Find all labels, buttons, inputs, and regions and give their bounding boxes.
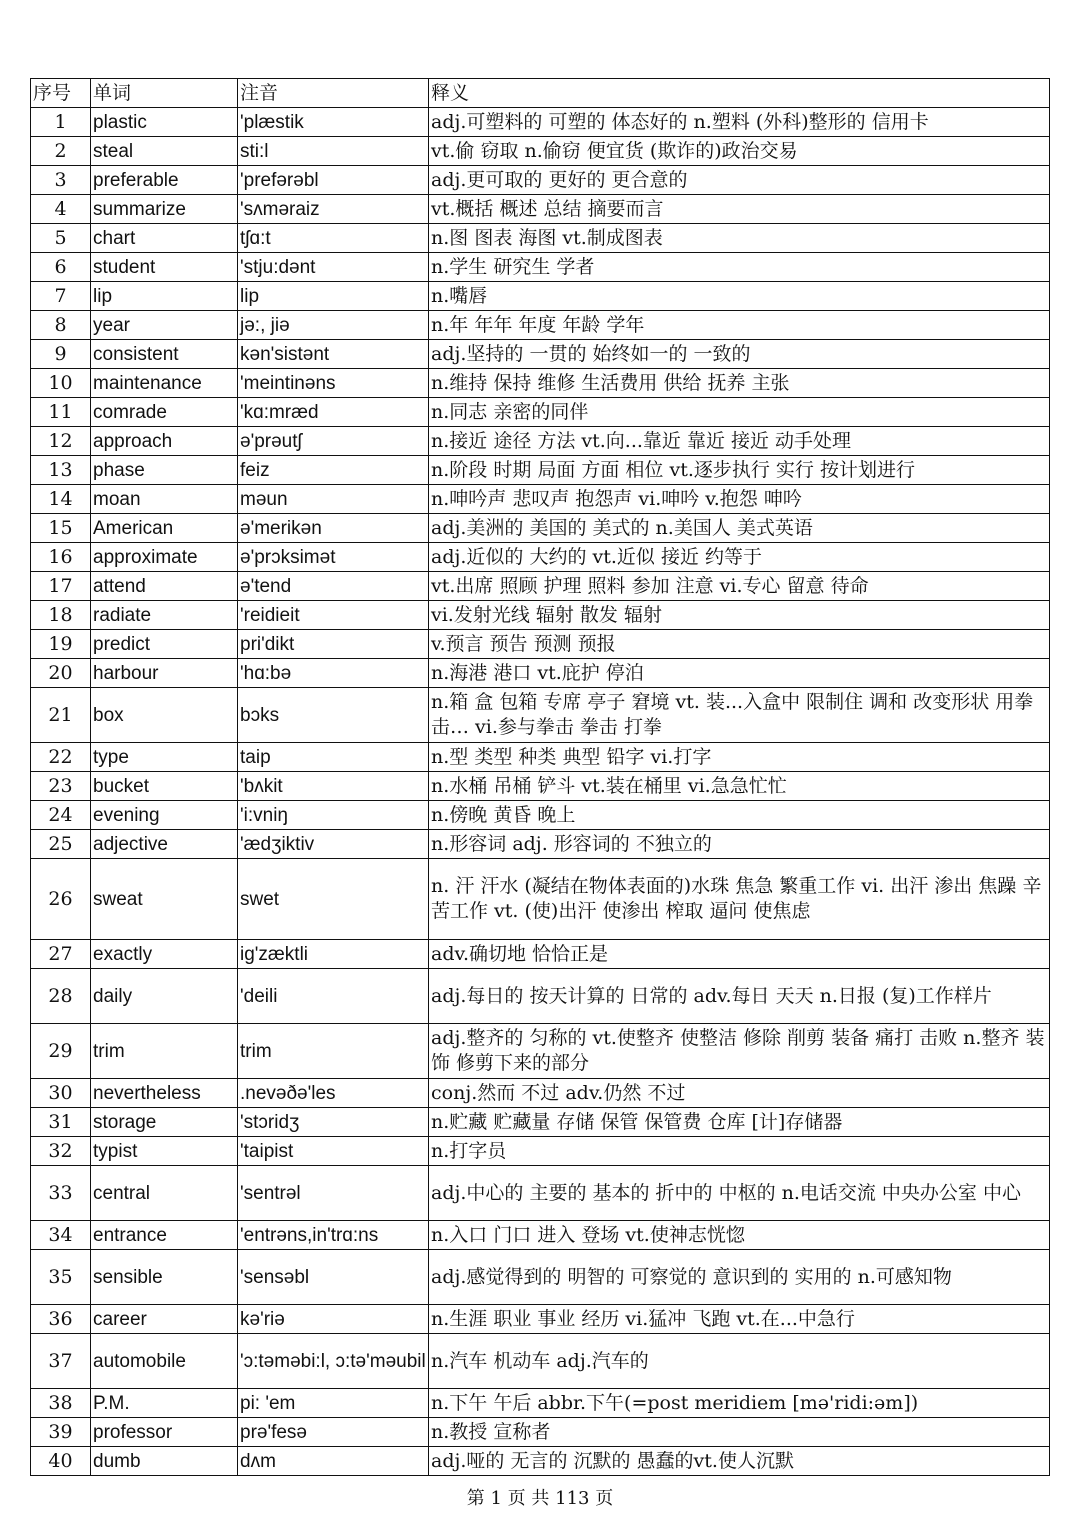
row-definition: adj.坚持的 一贯的 始终如一的 一致的: [429, 340, 1050, 369]
row-index: 21: [31, 688, 91, 743]
row-phonetic: 'i:vniŋ: [238, 801, 429, 830]
row-index: 8: [31, 311, 91, 340]
row-phonetic: 'bʌkit: [238, 772, 429, 801]
row-definition: adj.更可取的 更好的 更合意的: [429, 166, 1050, 195]
row-definition: n.型 类型 种类 典型 铅字 vi.打字: [429, 743, 1050, 772]
header-definition: 释义: [429, 79, 1050, 108]
row-word: harbour: [91, 659, 238, 688]
row-word: steal: [91, 137, 238, 166]
table-row: [31, 859, 1050, 940]
row-phonetic: pi: 'em: [238, 1389, 429, 1418]
row-definition: n.同志 亲密的同伴: [429, 398, 1050, 427]
row-word: P.M.: [91, 1389, 238, 1418]
row-word: preferable: [91, 166, 238, 195]
row-index: 25: [31, 830, 91, 859]
table-row: [31, 743, 1050, 772]
row-index: 5: [31, 224, 91, 253]
row-index: 7: [31, 282, 91, 311]
row-index: 29: [31, 1024, 91, 1079]
row-index: 28: [31, 969, 91, 1024]
row-phonetic: 'ɔ:təməbi:l, ɔ:tə'məubil: [238, 1334, 429, 1389]
row-definition: n.接近 途径 方法 vt.向...靠近 靠近 接近 动手处理: [429, 427, 1050, 456]
table-row: [31, 1250, 1050, 1305]
row-word: evening: [91, 801, 238, 830]
row-phonetic: 'sʌməraiz: [238, 195, 429, 224]
row-phonetic: prə'fesə: [238, 1418, 429, 1447]
table-row: [31, 940, 1050, 969]
row-definition: n.海港 港口 vt.庇护 停泊: [429, 659, 1050, 688]
row-word: attend: [91, 572, 238, 601]
row-word: student: [91, 253, 238, 282]
table-row: [31, 1418, 1050, 1447]
row-word: predict: [91, 630, 238, 659]
row-word: maintenance: [91, 369, 238, 398]
row-definition: n.打字员: [429, 1137, 1050, 1166]
row-word: trim: [91, 1024, 238, 1079]
row-definition: adj.中心的 主要的 基本的 折中的 中枢的 n.电话交流 中央办公室 中心: [429, 1166, 1050, 1221]
row-word: consistent: [91, 340, 238, 369]
row-word: sweat: [91, 859, 238, 940]
row-phonetic: sti:l: [238, 137, 429, 166]
row-definition: n.箱 盒 包箱 专席 亭子 窘境 vt. 装...入盒中 限制住 调和 改变形状 用拳击… vi.参与拳击 拳击 打拳: [429, 688, 1050, 743]
row-definition: n. 汗 汗水 (凝结在物体表面的)水珠 焦急 繁重工作 vi. 出汗 渗出 焦躁 辛苦工作 vt. (使)出汗 使渗出 榨取 逼问 使焦虑: [429, 859, 1050, 940]
table-row: [31, 1137, 1050, 1166]
row-phonetic: .nevəðə'les: [238, 1079, 429, 1108]
row-phonetic: tʃɑ:t: [238, 224, 429, 253]
table-row: [31, 398, 1050, 427]
row-index: 4: [31, 195, 91, 224]
row-definition: n.呻吟声 悲叹声 抱怨声 vi.呻吟 v.抱怨 呻吟: [429, 485, 1050, 514]
row-definition: adj.近似的 大约的 vt.近似 接近 约等于: [429, 543, 1050, 572]
row-index: 32: [31, 1137, 91, 1166]
row-index: 14: [31, 485, 91, 514]
row-definition: n.生涯 职业 事业 经历 vi.猛冲 飞跑 vt.在...中急行: [429, 1305, 1050, 1334]
row-word: dumb: [91, 1447, 238, 1476]
row-word: sensible: [91, 1250, 238, 1305]
row-index: 18: [31, 601, 91, 630]
row-definition: n.维持 保持 维修 生活费用 供给 抚养 主张: [429, 369, 1050, 398]
row-definition: n.汽车 机动车 adj.汽车的: [429, 1334, 1050, 1389]
row-word: typist: [91, 1137, 238, 1166]
table-row: [31, 311, 1050, 340]
row-phonetic: ə'tend: [238, 572, 429, 601]
table-row: [31, 485, 1050, 514]
table-row: [31, 456, 1050, 485]
row-index: 39: [31, 1418, 91, 1447]
vocabulary-rows: [31, 108, 1050, 1476]
row-index: 9: [31, 340, 91, 369]
row-index: 12: [31, 427, 91, 456]
row-word: exactly: [91, 940, 238, 969]
table-row: [31, 1334, 1050, 1389]
row-word: plastic: [91, 108, 238, 137]
table-row: [31, 369, 1050, 398]
row-definition: n.贮藏 贮藏量 存储 保管 保管费 仓库 [计]存储器: [429, 1108, 1050, 1137]
row-word: moan: [91, 485, 238, 514]
row-word: adjective: [91, 830, 238, 859]
row-index: 30: [31, 1079, 91, 1108]
table-row: [31, 1108, 1050, 1137]
table-row: [31, 1447, 1050, 1476]
row-index: 31: [31, 1108, 91, 1137]
row-phonetic: kə'riə: [238, 1305, 429, 1334]
header-phonetic: 注音: [238, 79, 429, 108]
row-definition: n.图 图表 海图 vt.制成图表: [429, 224, 1050, 253]
row-phonetic: 'taipist: [238, 1137, 429, 1166]
table-row: [31, 137, 1050, 166]
table-row: [31, 282, 1050, 311]
table-row: [31, 195, 1050, 224]
row-word: daily: [91, 969, 238, 1024]
vocabulary-table: [30, 78, 1050, 1476]
row-phonetic: 'stju:dənt: [238, 253, 429, 282]
table-row: [31, 969, 1050, 1024]
row-index: 27: [31, 940, 91, 969]
row-word: professor: [91, 1418, 238, 1447]
row-definition: n.入口 门口 进入 登场 vt.使神志恍惚: [429, 1221, 1050, 1250]
table-header-row: [31, 79, 1050, 108]
row-phonetic: pri'dikt: [238, 630, 429, 659]
table-row: [31, 340, 1050, 369]
row-word: box: [91, 688, 238, 743]
row-definition: v.预言 预告 预测 预报: [429, 630, 1050, 659]
table-row: [31, 543, 1050, 572]
row-word: storage: [91, 1108, 238, 1137]
row-index: 17: [31, 572, 91, 601]
page-footer: 第 1 页 共 113 页: [466, 1488, 614, 1509]
row-word: entrance: [91, 1221, 238, 1250]
table-row: [31, 514, 1050, 543]
row-phonetic: 'hɑ:bə: [238, 659, 429, 688]
row-index: 38: [31, 1389, 91, 1418]
row-index: 36: [31, 1305, 91, 1334]
row-definition: adj.感觉得到的 明智的 可察觉的 意识到的 实用的 n.可感知物: [429, 1250, 1050, 1305]
row-index: 19: [31, 630, 91, 659]
row-index: 34: [31, 1221, 91, 1250]
row-definition: n.傍晚 黄昏 晚上: [429, 801, 1050, 830]
row-word: year: [91, 311, 238, 340]
row-word: American: [91, 514, 238, 543]
row-definition: n.水桶 吊桶 铲斗 vt.装在桶里 vi.急急忙忙: [429, 772, 1050, 801]
row-word: automobile: [91, 1334, 238, 1389]
row-definition: vt.偷 窃取 n.偷窃 便宜货 (欺诈的)政治交易: [429, 137, 1050, 166]
row-phonetic: 'plæstik: [238, 108, 429, 137]
row-phonetic: 'kɑ:mræd: [238, 398, 429, 427]
row-phonetic: 'sensəbl: [238, 1250, 429, 1305]
row-index: 15: [31, 514, 91, 543]
row-index: 6: [31, 253, 91, 282]
row-word: radiate: [91, 601, 238, 630]
row-phonetic: taip: [238, 743, 429, 772]
row-phonetic: jə:, jiə: [238, 311, 429, 340]
row-definition: n.年 年年 年度 年龄 学年: [429, 311, 1050, 340]
row-phonetic: kən'sistənt: [238, 340, 429, 369]
row-index: 1: [31, 108, 91, 137]
row-word: nevertheless: [91, 1079, 238, 1108]
row-index: 13: [31, 456, 91, 485]
table-row: [31, 801, 1050, 830]
row-word: approximate: [91, 543, 238, 572]
row-index: 2: [31, 137, 91, 166]
row-definition: n.下午 午后 abbr.下午(=post meridiem [mə'ridi:əm]): [429, 1389, 1050, 1418]
row-phonetic: 'meintinəns: [238, 369, 429, 398]
table-row: [31, 830, 1050, 859]
table-row: [31, 772, 1050, 801]
row-phonetic: 'entrəns,in'trɑ:ns: [238, 1221, 429, 1250]
table-row: [31, 1221, 1050, 1250]
row-index: 11: [31, 398, 91, 427]
row-phonetic: ə'prɔksimət: [238, 543, 429, 572]
row-definition: adj.每日的 按天计算的 日常的 adv.每日 天天 n.日报 (复)工作样片: [429, 969, 1050, 1024]
table-row: [31, 1166, 1050, 1221]
row-definition: n.形容词 adj. 形容词的 不独立的: [429, 830, 1050, 859]
row-phonetic: məun: [238, 485, 429, 514]
row-phonetic: 'prefərəbl: [238, 166, 429, 195]
table-row: [31, 224, 1050, 253]
row-phonetic: 'sentrəl: [238, 1166, 429, 1221]
row-index: 16: [31, 543, 91, 572]
row-phonetic: 'reidieit: [238, 601, 429, 630]
row-index: 33: [31, 1166, 91, 1221]
table-row: [31, 572, 1050, 601]
table-row: [31, 427, 1050, 456]
row-index: 23: [31, 772, 91, 801]
row-phonetic: swet: [238, 859, 429, 940]
row-phonetic: 'deili: [238, 969, 429, 1024]
row-index: 24: [31, 801, 91, 830]
row-index: 40: [31, 1447, 91, 1476]
table-row: [31, 601, 1050, 630]
row-word: approach: [91, 427, 238, 456]
row-definition: adj.可塑料的 可塑的 体态好的 n.塑料 (外科)整形的 信用卡: [429, 108, 1050, 137]
table-row: [31, 688, 1050, 743]
row-word: phase: [91, 456, 238, 485]
table-row: [31, 1305, 1050, 1334]
row-phonetic: dʌm: [238, 1447, 429, 1476]
row-definition: adj.哑的 无言的 沉默的 愚蠢的vt.使人沉默: [429, 1447, 1050, 1476]
row-phonetic: bɔks: [238, 688, 429, 743]
row-definition: adj.美洲的 美国的 美式的 n.美国人 美式英语: [429, 514, 1050, 543]
row-phonetic: 'stɔridʒ: [238, 1108, 429, 1137]
table-row: [31, 166, 1050, 195]
row-word: career: [91, 1305, 238, 1334]
row-index: 22: [31, 743, 91, 772]
row-phonetic: feiz: [238, 456, 429, 485]
row-word: chart: [91, 224, 238, 253]
row-definition: vi.发射光线 辐射 散发 辐射: [429, 601, 1050, 630]
row-phonetic: lip: [238, 282, 429, 311]
row-definition: adj.整齐的 匀称的 vt.使整齐 使整洁 修除 削剪 装备 痛打 击败 n.整齐 装饰 修剪下来的部分: [429, 1024, 1050, 1079]
row-index: 35: [31, 1250, 91, 1305]
row-phonetic: ə'merikən: [238, 514, 429, 543]
row-index: 3: [31, 166, 91, 195]
row-phonetic: 'ædʒiktiv: [238, 830, 429, 859]
row-definition: vt.出席 照顾 护理 照料 参加 注意 vi.专心 留意 待命: [429, 572, 1050, 601]
row-word: central: [91, 1166, 238, 1221]
row-definition: vt.概括 概述 总结 摘要而言: [429, 195, 1050, 224]
table-row: [31, 1024, 1050, 1079]
row-phonetic: ig'zæktli: [238, 940, 429, 969]
row-word: summarize: [91, 195, 238, 224]
row-index: 20: [31, 659, 91, 688]
table-row: [31, 659, 1050, 688]
row-index: 10: [31, 369, 91, 398]
table-row: [31, 253, 1050, 282]
row-index: 37: [31, 1334, 91, 1389]
row-definition: adv.确切地 恰恰正是: [429, 940, 1050, 969]
row-definition: n.阶段 时期 局面 方面 相位 vt.逐步执行 实行 按计划进行: [429, 456, 1050, 485]
row-definition: n.教授 宣称者: [429, 1418, 1050, 1447]
row-word: type: [91, 743, 238, 772]
row-phonetic: trim: [238, 1024, 429, 1079]
row-phonetic: ə'prəutʃ: [238, 427, 429, 456]
row-definition: n.学生 研究生 学者: [429, 253, 1050, 282]
row-word: comrade: [91, 398, 238, 427]
row-word: lip: [91, 282, 238, 311]
table-row: [31, 1079, 1050, 1108]
row-word: bucket: [91, 772, 238, 801]
table-row: [31, 1389, 1050, 1418]
table-row: [31, 630, 1050, 659]
row-definition: n.嘴唇: [429, 282, 1050, 311]
row-index: 26: [31, 859, 91, 940]
row-definition: conj.然而 不过 adv.仍然 不过: [429, 1079, 1050, 1108]
header-index: 序号: [31, 79, 91, 108]
header-word: 单词: [91, 79, 238, 108]
table-row: [31, 108, 1050, 137]
